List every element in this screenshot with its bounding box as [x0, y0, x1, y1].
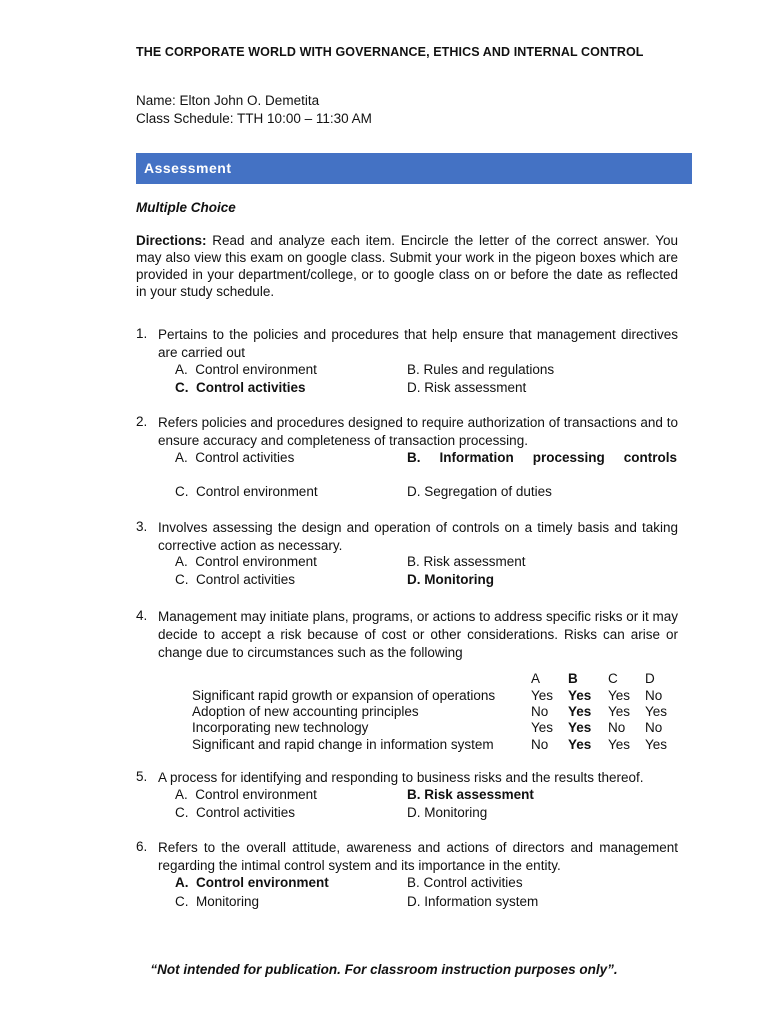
- option-c[interactable]: C. Control activities: [175, 805, 296, 820]
- question-text: Involves assessing the design and operation of controls on a timely basis and taking corrective action as necessary.: [158, 520, 678, 553]
- table-cell: No: [531, 704, 549, 719]
- table-cell: No: [608, 720, 626, 735]
- question-text: Refers to the overall attitude, awareness and actions of directors and management regarding the intimal control system and its importance in the entity.: [158, 840, 678, 873]
- table-cell: Yes: [568, 737, 592, 752]
- table-cell: No: [645, 720, 663, 735]
- option-b[interactable]: B. Risk assessment: [407, 554, 526, 569]
- option-c[interactable]: C. Control activities: [175, 572, 296, 587]
- question-number: 1.: [136, 326, 148, 341]
- option-a[interactable]: A. Control environment: [175, 787, 317, 802]
- question-number: 6.: [136, 839, 148, 854]
- question-number: 2.: [136, 414, 148, 429]
- option-a[interactable]: A. Control environment: [175, 554, 317, 569]
- question-number: 4.: [136, 608, 148, 623]
- table-row-label: Significant and rapid change in information system: [192, 737, 494, 752]
- option-d[interactable]: D. Information system: [407, 894, 539, 909]
- table-cell: Yes: [531, 720, 554, 735]
- question-number: 3.: [136, 519, 148, 534]
- table-cell: Yes: [645, 737, 668, 752]
- table-cell: No: [645, 688, 663, 703]
- option-b[interactable]: B. Control activities: [407, 875, 523, 890]
- table-cell: Yes: [568, 688, 592, 703]
- student-name: Name: Elton John O. Demetita: [136, 93, 320, 108]
- option-b[interactable]: B. Rules and regulations: [407, 362, 555, 377]
- option-d-correct[interactable]: D. Monitoring: [407, 572, 494, 587]
- option-a-correct[interactable]: A. Control environment: [175, 875, 329, 890]
- directions-paragraph: [136, 232, 678, 300]
- question-text: Management may initiate plans, programs, or actions to address specific risks or it may decide to accept a risk because of cost or other considerations. Risks can arise or change due to circumstances such as the following: [158, 609, 678, 660]
- table-row-label: Significant rapid growth or expansion of operations: [192, 688, 496, 703]
- table-cell: Yes: [608, 704, 631, 719]
- footer-disclaimer: “Not intended for publication. For classroom instruction purposes only”.: [150, 962, 618, 977]
- option-c-correct[interactable]: C. Control activities: [175, 380, 306, 395]
- table-cell: Yes: [531, 688, 554, 703]
- question-text: A process for identifying and responding to business risks and the results thereof.: [158, 770, 644, 785]
- question-number: 5.: [136, 769, 148, 784]
- table-cell: Yes: [645, 704, 668, 719]
- table-row-label: Adoption of new accounting principles: [192, 704, 419, 719]
- table-cell: No: [531, 737, 549, 752]
- table-row-label: Incorporating new technology: [192, 720, 369, 735]
- document-title: THE CORPORATE WORLD WITH GOVERNANCE, ETHICS AND INTERNAL CONTROL: [136, 45, 644, 59]
- option-c[interactable]: C. Control environment: [175, 484, 318, 499]
- column-header-a[interactable]: A: [531, 671, 541, 686]
- directions-text: Read and analyze each item. Encircle the letter of the correct answer. You may also view this exam on google class. Submit your work in the pigeon boxes which are provided in your department/college, or to google class on or before the date as reflected in your study schedule.: [136, 233, 678, 299]
- table-cell: Yes: [608, 737, 631, 752]
- directions-label: Directions:: [136, 233, 207, 248]
- table-cell: Yes: [608, 688, 631, 703]
- assessment-banner-label: Assessment: [144, 160, 232, 176]
- column-header-d[interactable]: D: [645, 671, 655, 686]
- question-text: Pertains to the policies and procedures that help ensure that management directives are carried out: [158, 327, 678, 360]
- option-a[interactable]: A. Control environment: [175, 362, 317, 377]
- question-text: Refers policies and procedures designed to require authorization of transactions and to ensure accuracy and completeness of transaction processing.: [158, 415, 678, 448]
- option-d[interactable]: D. Risk assessment: [407, 380, 527, 395]
- option-c[interactable]: C. Monitoring: [175, 894, 260, 909]
- column-header-b-correct[interactable]: B: [568, 671, 578, 686]
- option-d[interactable]: D. Segregation of duties: [407, 484, 552, 499]
- option-d[interactable]: D. Monitoring: [407, 805, 488, 820]
- option-b-correct[interactable]: B. Information processing controls: [407, 450, 677, 465]
- assessment-banner: [136, 153, 692, 184]
- table-cell: Yes: [568, 704, 592, 719]
- column-header-c[interactable]: C: [608, 671, 618, 686]
- option-a[interactable]: A. Control activities: [175, 450, 295, 465]
- option-b-correct[interactable]: B. Risk assessment: [407, 787, 534, 802]
- table-cell: Yes: [568, 720, 592, 735]
- section-title: Multiple Choice: [136, 200, 236, 215]
- class-schedule: Class Schedule: TTH 10:00 – 11:30 AM: [136, 111, 372, 126]
